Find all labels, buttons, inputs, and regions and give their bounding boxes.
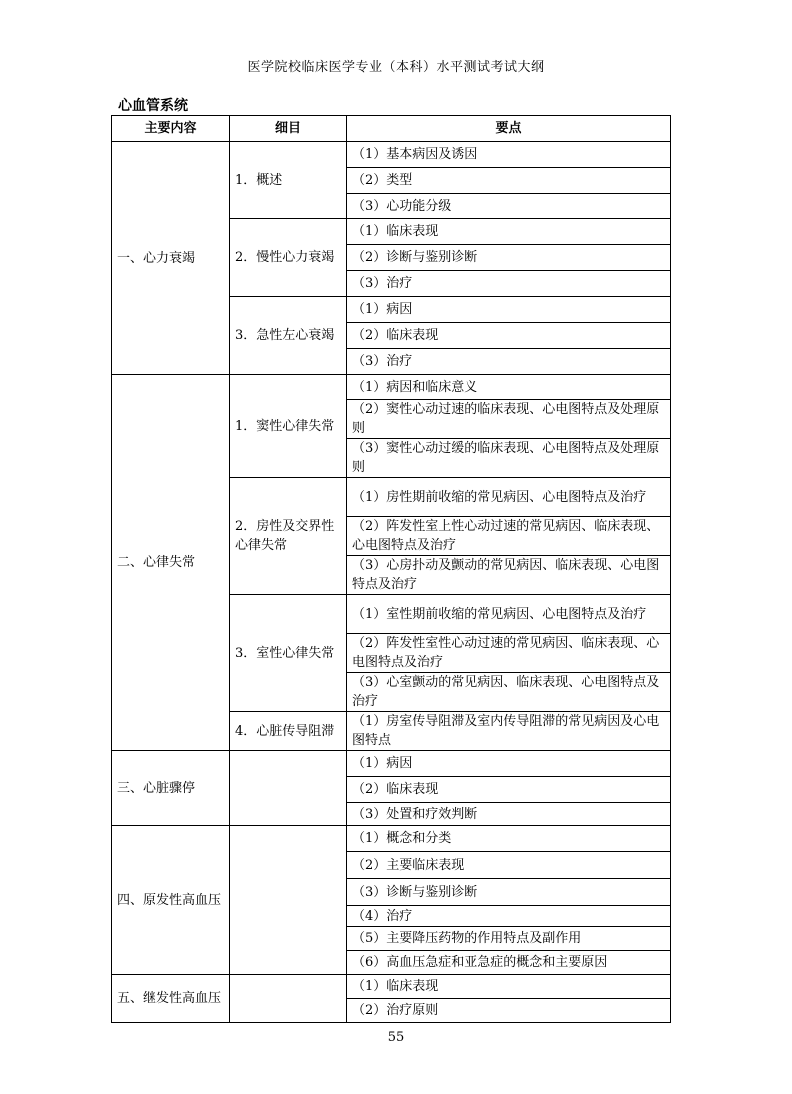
topic-cell: 五、继发性高血压	[112, 975, 230, 1023]
table-header-row	[112, 116, 671, 142]
table-row	[112, 142, 671, 168]
sub-item-cell: 2．房性及交界性心律失常	[230, 478, 347, 595]
key-point-cell: （3）处置和疗效判断	[347, 803, 671, 826]
key-point-cell: （2）阵发性室上性心动过速的常见病因、临床表现、心电图特点及治疗	[347, 517, 671, 556]
key-point-cell: （1）临床表现	[347, 975, 671, 999]
key-point-cell: （1）概念和分类	[347, 826, 671, 852]
key-point-cell: （3）心房扑动及颤动的常见病因、临床表现、心电图特点及治疗	[347, 556, 671, 595]
column-header: 主要内容	[112, 116, 230, 142]
column-header: 要点	[347, 116, 671, 142]
table-row	[112, 375, 671, 400]
sub-item-cell	[230, 826, 347, 975]
key-point-cell: （1）基本病因及诱因	[347, 142, 671, 168]
column-header: 细目	[230, 116, 347, 142]
key-point-cell: （2）类型	[347, 168, 671, 194]
key-point-cell: （1）房性期前收缩的常见病因、心电图特点及治疗	[347, 478, 671, 517]
table-row	[112, 975, 671, 999]
key-point-cell: （2）窦性心动过速的临床表现、心电图特点及处理原则	[347, 400, 671, 439]
page-number: 55	[387, 1030, 405, 1045]
key-point-cell: （3）心功能分级	[347, 194, 671, 219]
key-point-cell: （3）心室颤动的常见病因、临床表现、心电图特点及治疗	[347, 673, 671, 712]
table-row	[112, 751, 671, 777]
key-point-cell: （5）主要降压药物的作用特点及副作用	[347, 927, 671, 951]
syllabus-table	[111, 115, 671, 1023]
sub-item-cell: 3．急性左心衰竭	[230, 297, 347, 375]
key-point-cell: （2）临床表现	[347, 777, 671, 803]
sub-item-cell: 1．窦性心律失常	[230, 375, 347, 478]
sub-item-cell	[230, 975, 347, 1023]
topic-cell: 三、心脏骤停	[112, 751, 230, 826]
sub-item-cell: 1．概述	[230, 142, 347, 219]
key-point-cell: （1）室性期前收缩的常见病因、心电图特点及治疗	[347, 595, 671, 634]
key-point-cell: （1）临床表现	[347, 219, 671, 245]
page-header: 医学院校临床医学专业（本科）水平测试考试大纲	[247, 60, 545, 75]
key-point-cell: （3）治疗	[347, 271, 671, 297]
key-point-cell: （3）诊断与鉴别诊断	[347, 879, 671, 906]
key-point-cell: （1）病因	[347, 297, 671, 323]
sub-item-cell: 2．慢性心力衰竭	[230, 219, 347, 297]
key-point-cell: （2）诊断与鉴别诊断	[347, 245, 671, 271]
sub-item-cell	[230, 751, 347, 826]
sub-item-cell: 4．心脏传导阻滞	[230, 712, 347, 751]
key-point-cell: （1）病因和临床意义	[347, 375, 671, 400]
key-point-cell: （6）高血压急症和亚急症的概念和主要原因	[347, 951, 671, 975]
topic-cell: 二、心律失常	[112, 375, 230, 751]
key-point-cell: （2）临床表现	[347, 323, 671, 349]
key-point-cell: （4）治疗	[347, 906, 671, 927]
key-point-cell: （2）阵发性室性心动过速的常见病因、临床表现、心电图特点及治疗	[347, 634, 671, 673]
key-point-cell: （1）房室传导阻滞及室内传导阻滞的常见病因及心电图特点	[347, 712, 671, 751]
section-title: 心血管系统	[118, 98, 188, 114]
sub-item-cell: 3．室性心律失常	[230, 595, 347, 712]
key-point-cell: （3）治疗	[347, 349, 671, 375]
table-body	[112, 142, 671, 1023]
key-point-cell: （2）主要临床表现	[347, 852, 671, 879]
topic-cell: 四、原发性高血压	[112, 826, 230, 975]
key-point-cell: （2）治疗原则	[347, 999, 671, 1023]
key-point-cell: （3）窦性心动过缓的临床表现、心电图特点及处理原则	[347, 439, 671, 478]
table-row	[112, 826, 671, 852]
topic-cell: 一、心力衰竭	[112, 142, 230, 375]
key-point-cell: （1）病因	[347, 751, 671, 777]
